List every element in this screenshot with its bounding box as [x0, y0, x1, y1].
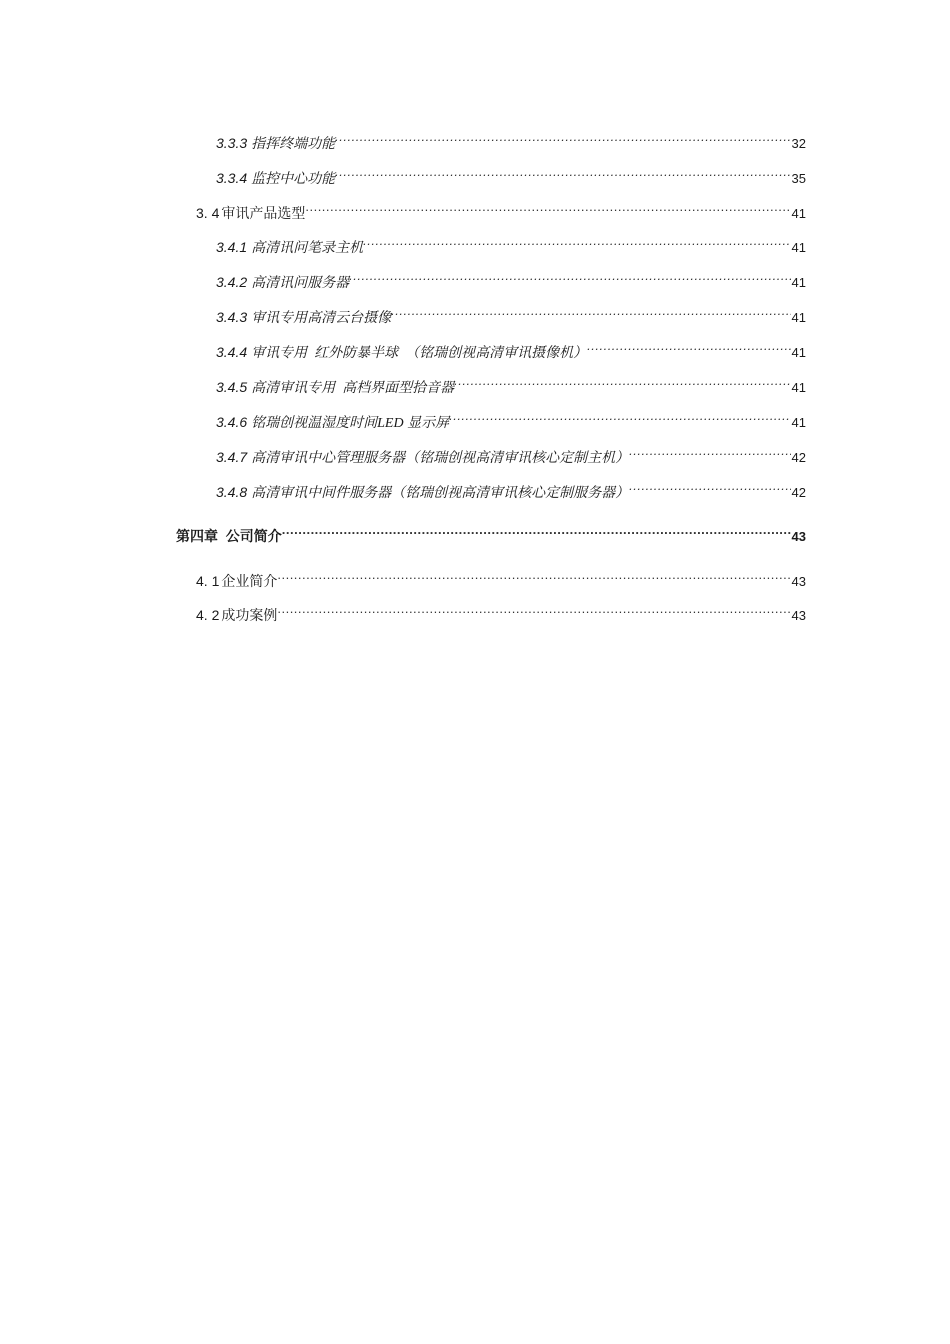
- toc-entry-3-3-3[interactable]: [216, 126, 806, 152]
- dot-leader: [454, 370, 790, 392]
- toc-entry-page-number: 42: [791, 485, 806, 500]
- toc-entry-title: [216, 376, 454, 400]
- toc-entry-3-4-5[interactable]: [216, 370, 806, 396]
- toc-entry-page-number: 41: [791, 345, 806, 360]
- toc-entry-text: 指挥终端功能: [251, 137, 336, 152]
- toc-entry-number: 3.3.3: [216, 135, 248, 151]
- toc-entry-title: [196, 570, 277, 594]
- toc-entry-title: [216, 236, 363, 260]
- toc-entry-number: 3.4.3: [216, 309, 248, 325]
- toc-entry-3-4-2[interactable]: [216, 265, 806, 291]
- toc-entry-text: 成功案例: [221, 609, 278, 624]
- toc-entry-4-1[interactable]: [196, 564, 806, 590]
- toc-entry-title: [196, 202, 305, 226]
- toc-entry-number: 3. 4: [196, 205, 220, 221]
- dot-leader: [282, 519, 791, 541]
- toc-entry-number: 3.4.5: [216, 379, 248, 395]
- toc-entry-3-4-8[interactable]: [216, 475, 806, 501]
- toc-entry-3-4-4[interactable]: [216, 335, 806, 361]
- toc-entry-title: 第四章 公司简介: [176, 528, 282, 544]
- toc-entry-page-number: 41: [791, 275, 806, 290]
- toc-entry-number: 3.4.7: [216, 449, 248, 465]
- toc-entry-title: [216, 306, 391, 330]
- dot-leader: [363, 230, 790, 252]
- toc-entry-page-number: 41: [791, 206, 806, 221]
- toc-entry-page-number: 43: [791, 574, 806, 589]
- toc-entry-text: 审讯产品选型: [221, 207, 306, 222]
- toc-entry-page-number: 43: [791, 608, 806, 623]
- toc-entry-text: 企业简介: [221, 575, 278, 590]
- toc-entry-text: 审讯专用 红外防暴半球 （铭瑞创视高清审讯摄像机）: [251, 346, 588, 361]
- toc-entry-title: [216, 446, 629, 470]
- dot-leader: [277, 564, 790, 586]
- toc-entry-page-number: 41: [791, 380, 806, 395]
- toc-entry-text: 监控中心功能: [251, 172, 336, 187]
- dot-leader: [305, 196, 790, 218]
- toc-entry-number: 3.4.1: [216, 239, 248, 255]
- toc-entry-3-4-6[interactable]: [216, 405, 806, 431]
- toc-entry-page-number: 42: [791, 450, 806, 465]
- toc-entry-title: [216, 341, 587, 365]
- dot-leader: [277, 598, 790, 620]
- toc-entry-number: 4. 2: [196, 607, 220, 623]
- toc-entry-title: [216, 167, 335, 191]
- toc-entry-text: 高清审讯中心管理服务器（铭瑞创视高清审讯核心定制主机）: [251, 451, 630, 466]
- toc-entry-title: [196, 604, 277, 628]
- toc-entry-page-number: 41: [791, 415, 806, 430]
- toc-entry-page-number: 43: [791, 529, 806, 544]
- toc-entry-text: 高清讯问笔录主机: [251, 241, 364, 256]
- dot-leader: [587, 335, 790, 357]
- toc-entry-text: 高清讯问服务器: [251, 276, 350, 291]
- toc-entry-number: 4. 1: [196, 573, 220, 589]
- toc-entry-number: 3.4.8: [216, 484, 248, 500]
- toc-entry-text: 审讯专用高清云台摄像: [251, 311, 392, 326]
- toc-entry-number: 3.3.4: [216, 170, 248, 186]
- toc-entry-title: [216, 481, 629, 505]
- toc-entry-text: 高清审讯中间件服务器（铭瑞创视高清审讯核心定制服务器）: [251, 486, 630, 501]
- toc-entry-title: [216, 411, 449, 435]
- toc-entry-3-3-4[interactable]: [216, 161, 806, 187]
- toc-entry-3-4-3[interactable]: [216, 300, 806, 326]
- toc-entry-page-number: 41: [791, 240, 806, 255]
- dot-leader: [335, 126, 790, 148]
- toc-entry-number: 3.4.4: [216, 344, 248, 360]
- toc-entry-number: 3.4.6: [216, 414, 248, 430]
- toc-entry-page-number: 32: [791, 136, 806, 151]
- dot-leader: [629, 475, 790, 497]
- dot-leader: [629, 440, 790, 462]
- toc-entry-4-2[interactable]: [196, 598, 806, 624]
- dot-leader: [335, 161, 790, 183]
- toc-entry-page-number: 41: [791, 310, 806, 325]
- dot-leader: [391, 300, 790, 322]
- toc-entry-text: 高清审讯专用 高档界面型拾音器: [251, 381, 455, 396]
- toc-entry-page-number: 35: [791, 171, 806, 186]
- toc-entry-chapter-4[interactable]: [176, 519, 806, 544]
- toc-entry-3-4-1[interactable]: [216, 230, 806, 256]
- dot-leader: [349, 265, 790, 287]
- toc-entry-text: 铭瑞创视温湿度时间LED 显示屏: [251, 416, 450, 431]
- toc-entry-title: [216, 271, 349, 295]
- toc-entry-3-4[interactable]: [196, 196, 806, 222]
- dot-leader: [449, 405, 790, 427]
- toc-entry-title: [216, 132, 335, 156]
- toc-entry-number: 3.4.2: [216, 274, 248, 290]
- toc-entry-3-4-7[interactable]: [216, 440, 806, 466]
